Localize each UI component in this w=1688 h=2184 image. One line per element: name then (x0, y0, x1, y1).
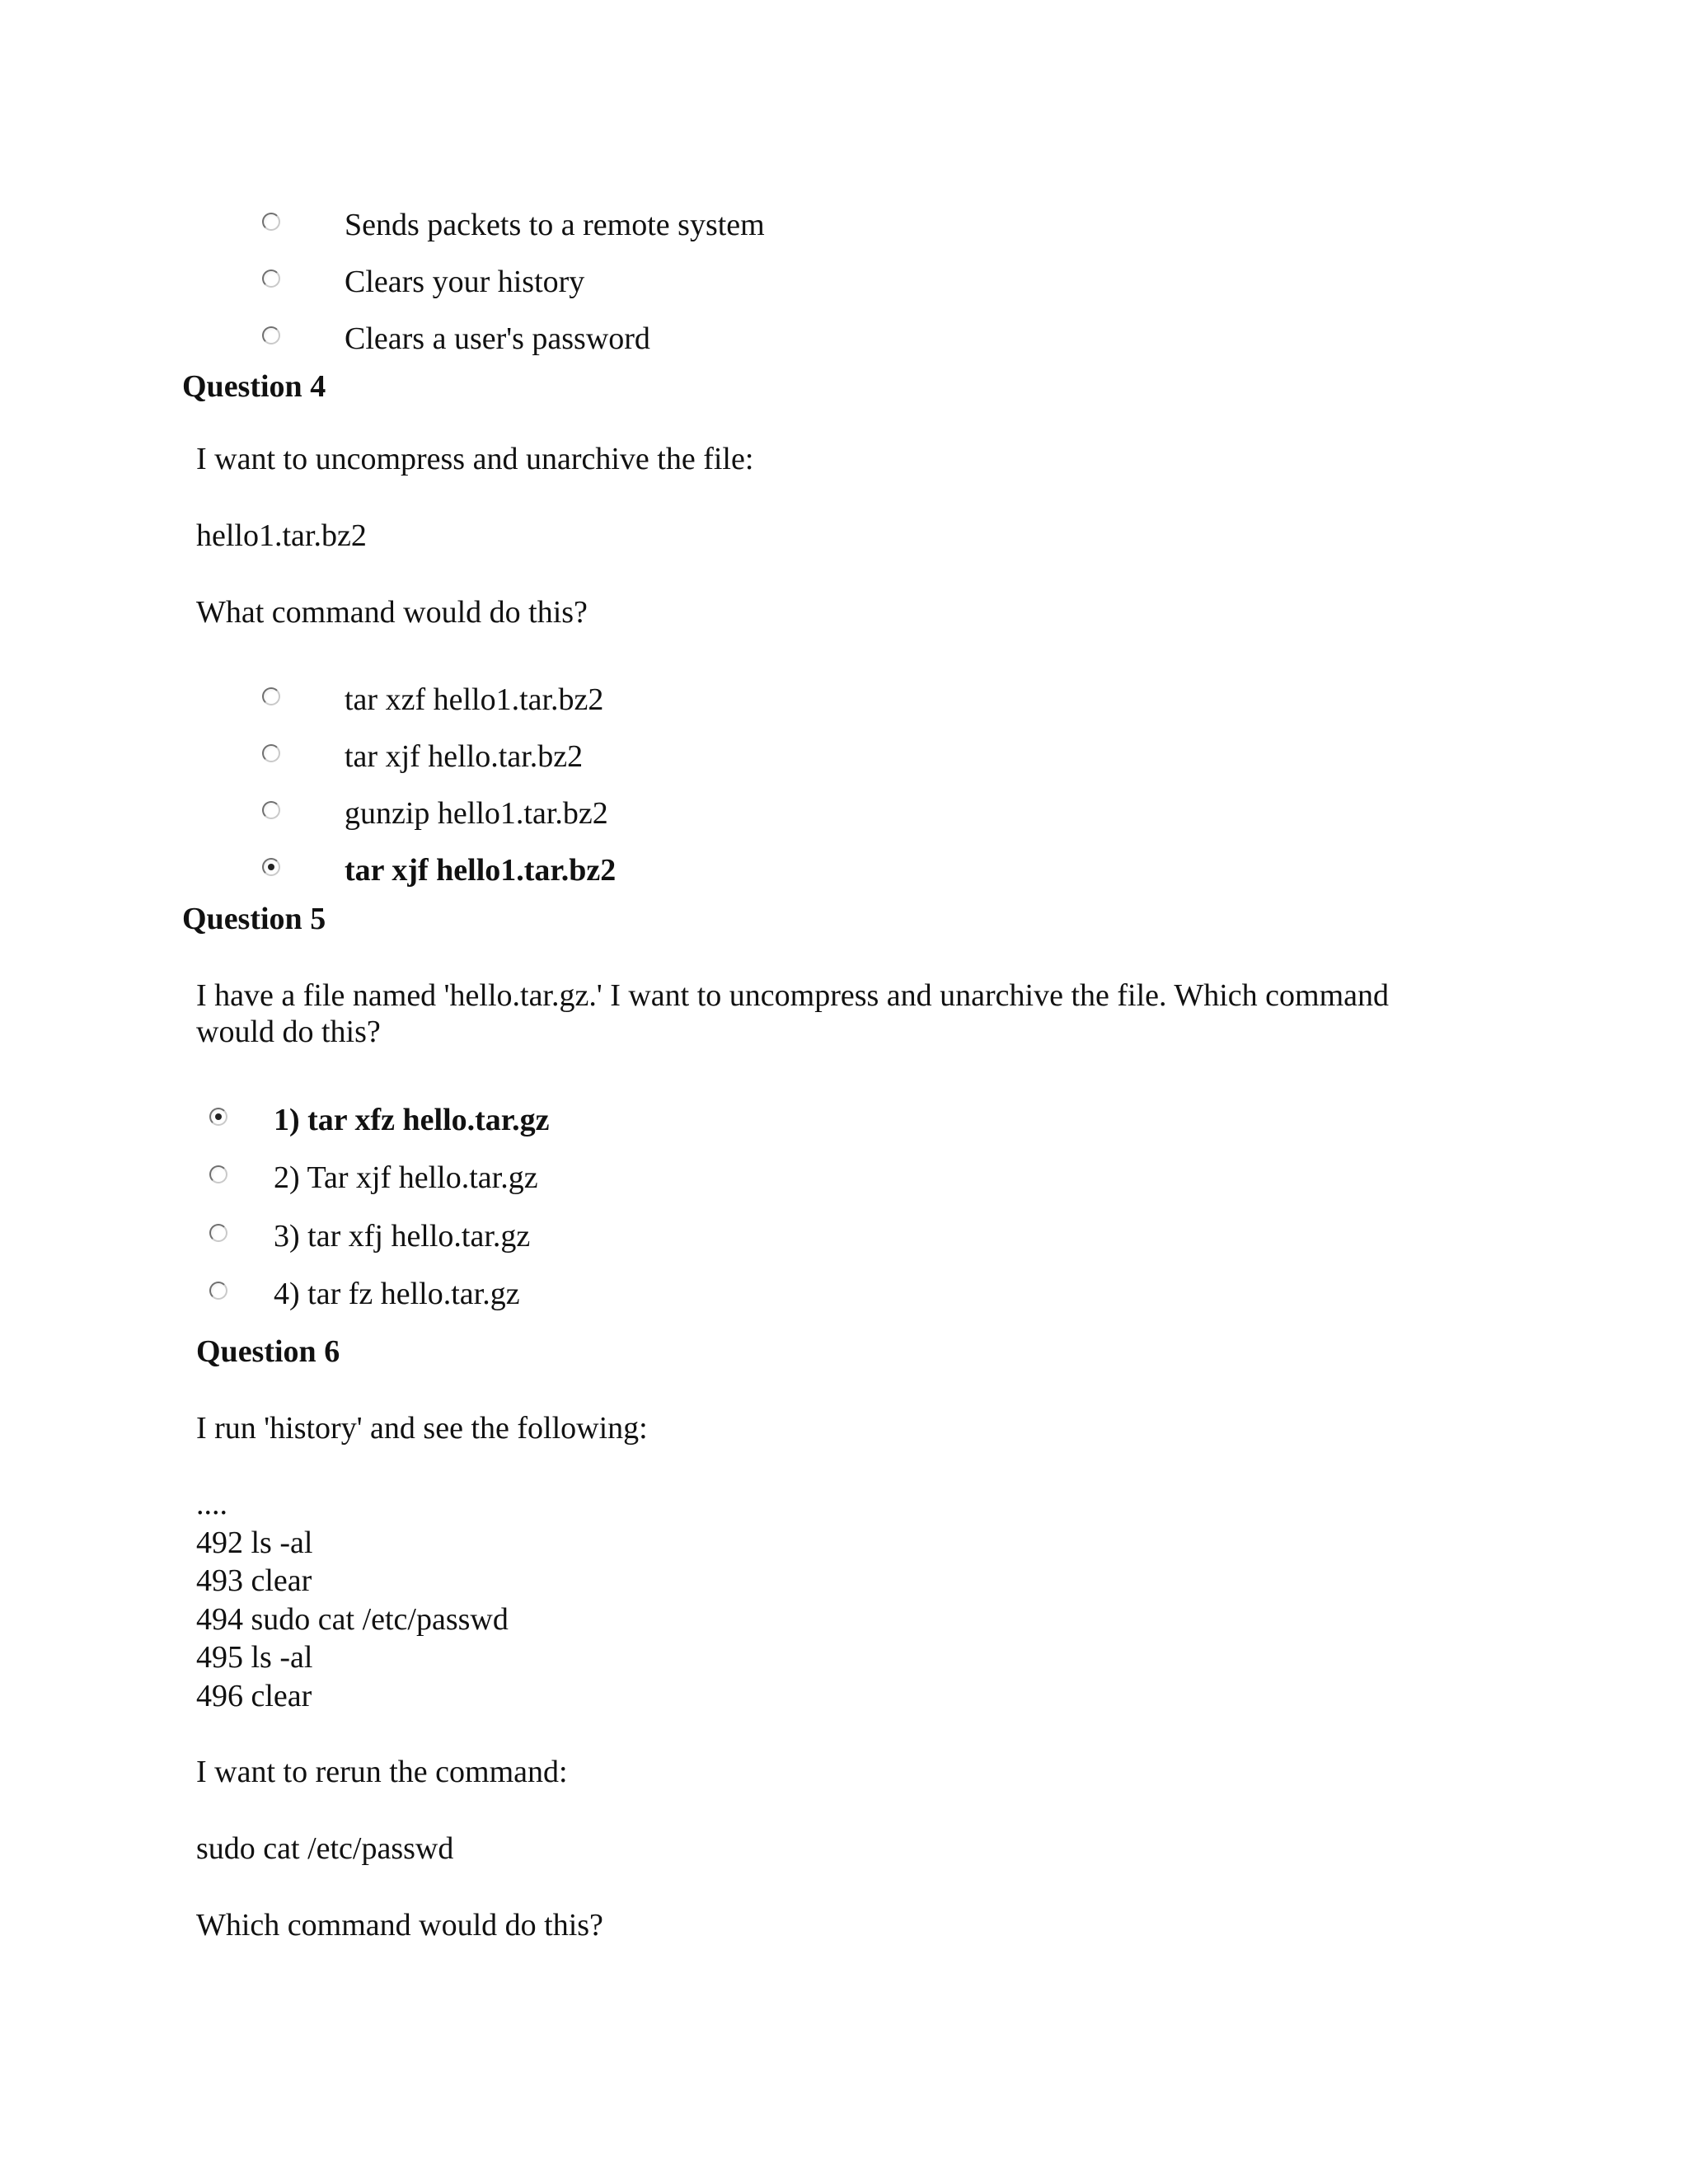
question-6-prompt: I run 'history' and see the following: (196, 1411, 648, 1446)
question-4-heading: Question 4 (182, 369, 326, 404)
history-line: 493 clear (196, 1563, 312, 1598)
q3-option-1-label: Sends packets to a remote system (345, 208, 765, 242)
history-line: 492 ls -al (196, 1526, 313, 1560)
q4-option-2-radio-icon[interactable] (262, 744, 280, 762)
history-line: 495 ls -al (196, 1640, 313, 1675)
q4-option-1-radio-icon[interactable] (262, 687, 280, 705)
q4-option-4-radio-checked-icon[interactable] (262, 858, 280, 876)
question-5-prompt-line-2: would do this? (196, 1015, 381, 1049)
question-6-rerun: I want to rerun the command: (196, 1755, 568, 1789)
q4-option-3-radio-icon[interactable] (262, 801, 280, 819)
q3-option-3-label: Clears a user's password (345, 321, 650, 356)
q5-option-2-radio-icon[interactable] (209, 1165, 227, 1183)
q5-option-3-label: 3) tar xfj hello.tar.gz (274, 1219, 531, 1254)
question-6-heading: Question 6 (196, 1334, 340, 1369)
question-6-command: sudo cat /etc/passwd (196, 1831, 454, 1866)
question-4-prompt: I want to uncompress and unarchive the file: (196, 442, 754, 476)
q5-option-1-label: 1) tar xfz hello.tar.gz (274, 1103, 550, 1137)
q5-option-4-radio-icon[interactable] (209, 1282, 227, 1300)
question-4-ask: What command would do this? (196, 595, 588, 630)
q5-option-3-radio-icon[interactable] (209, 1224, 227, 1242)
history-line: 494 sudo cat /etc/passwd (196, 1602, 509, 1637)
question-5-prompt-line-1: I have a file named 'hello.tar.gz.' I want to uncompress and unarchive the file. Which command (196, 978, 1389, 1013)
q5-option-2-label: 2) Tar xjf hello.tar.gz (274, 1160, 538, 1195)
q4-option-4-label: tar xjf hello1.tar.bz2 (345, 853, 617, 888)
q4-option-2-label: tar xjf hello.tar.bz2 (345, 739, 584, 774)
q5-option-4-label: 4) tar fz hello.tar.gz (274, 1277, 520, 1311)
question-6-ask: Which command would do this? (196, 1908, 603, 1943)
q4-option-1-label: tar xzf hello1.tar.bz2 (345, 682, 604, 717)
q3-option-2-radio-icon[interactable] (262, 269, 280, 288)
q3-option-2-label: Clears your history (345, 265, 585, 299)
q3-option-3-radio-icon[interactable] (262, 326, 280, 344)
q5-option-1-radio-checked-icon[interactable] (209, 1108, 227, 1126)
question-4-filename: hello1.tar.bz2 (196, 518, 367, 553)
question-5-heading: Question 5 (182, 902, 326, 936)
history-line: .... (196, 1487, 227, 1521)
history-line: 496 clear (196, 1679, 312, 1713)
q4-option-3-label: gunzip hello1.tar.bz2 (345, 796, 608, 831)
q3-option-1-radio-icon[interactable] (262, 213, 280, 231)
